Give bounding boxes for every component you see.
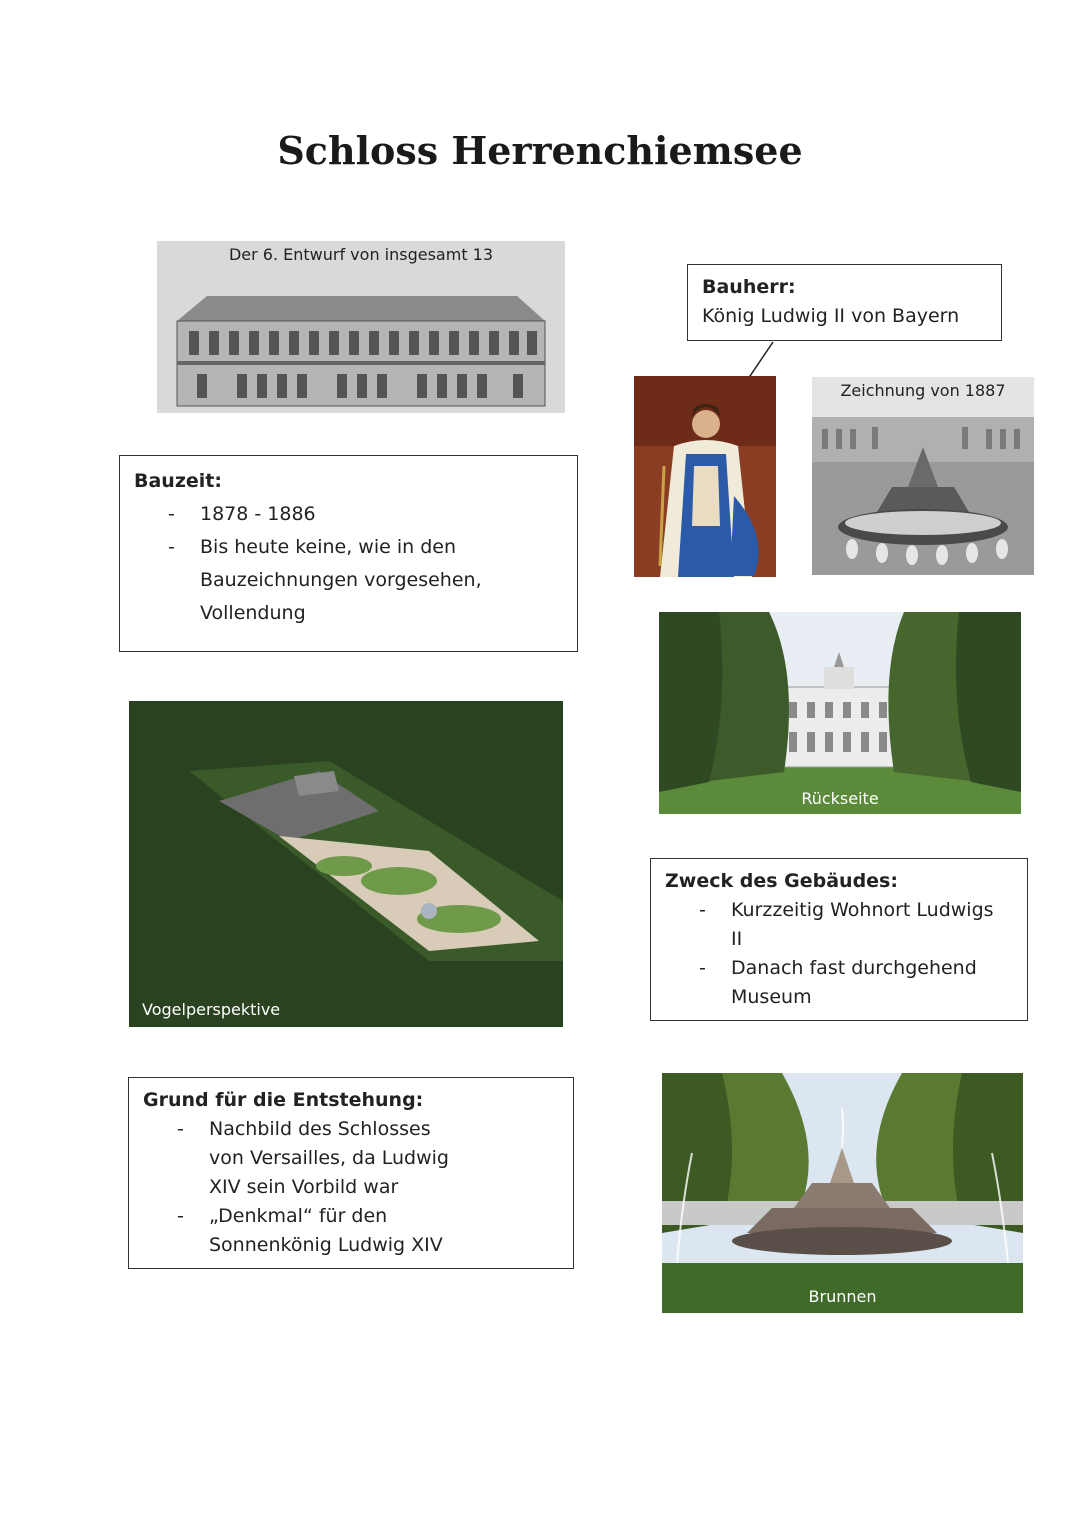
bauherr-heading: Bauherr: [702, 276, 796, 298]
bauzeit-list [134, 498, 557, 630]
brunnen-image [662, 1073, 1023, 1313]
zeichnung-caption: Zeichnung von 1887 [840, 381, 1006, 400]
palace-avenue-icon [659, 612, 1021, 814]
portrait-image [634, 376, 776, 577]
vogel-image [129, 701, 563, 1027]
page-title: Schloss Herrenchiemsee [277, 128, 803, 173]
bauzeit-heading: Bauzeit: [134, 470, 222, 492]
bauzeit-item: - Bis heute keine, wie in den Bauzeichnungen vorgesehen, Vollendung [134, 531, 557, 630]
fountain-photo-icon [662, 1073, 1023, 1313]
zweck-item: - Danach fast durchgehend Museum [665, 954, 1007, 1012]
king-portrait-icon [634, 376, 776, 577]
zweck-box [650, 858, 1028, 1021]
grund-item: - Nachbild des Schlosses von Versailles, da Ludwig XIV sein Vorbild war [143, 1115, 553, 1202]
grund-item: - „Denkmal“ für den Sonnenkönig Ludwig XIV [143, 1202, 553, 1260]
rueckseite-image [659, 612, 1021, 814]
bauzeit-box [119, 455, 578, 652]
brunnen-caption: Brunnen [808, 1287, 877, 1306]
entwurf-image [157, 241, 565, 413]
bauherr-text: König Ludwig II von Bayern [702, 305, 960, 327]
grund-heading: Grund für die Entstehung: [143, 1089, 424, 1111]
zweck-item: - Kurzzeitig Wohnort Ludwigs II [665, 896, 1007, 954]
grund-box [128, 1077, 574, 1269]
grund-list [143, 1115, 553, 1260]
vogel-caption: Vogelperspektive [142, 1000, 281, 1019]
bauherr-box [687, 264, 1002, 341]
zeichnung-image [812, 377, 1034, 575]
entwurf-caption: Der 6. Entwurf von insgesamt 13 [228, 245, 494, 264]
aerial-view-icon [129, 701, 563, 1027]
rueckseite-caption: Rückseite [801, 789, 879, 808]
palace-drawing-icon [157, 241, 565, 413]
bauzeit-item: - 1878 - 1886 [134, 498, 557, 531]
fountain-drawing-icon [812, 377, 1034, 575]
zweck-heading: Zweck des Gebäudes: [665, 870, 898, 892]
zweck-list [665, 896, 1007, 1012]
